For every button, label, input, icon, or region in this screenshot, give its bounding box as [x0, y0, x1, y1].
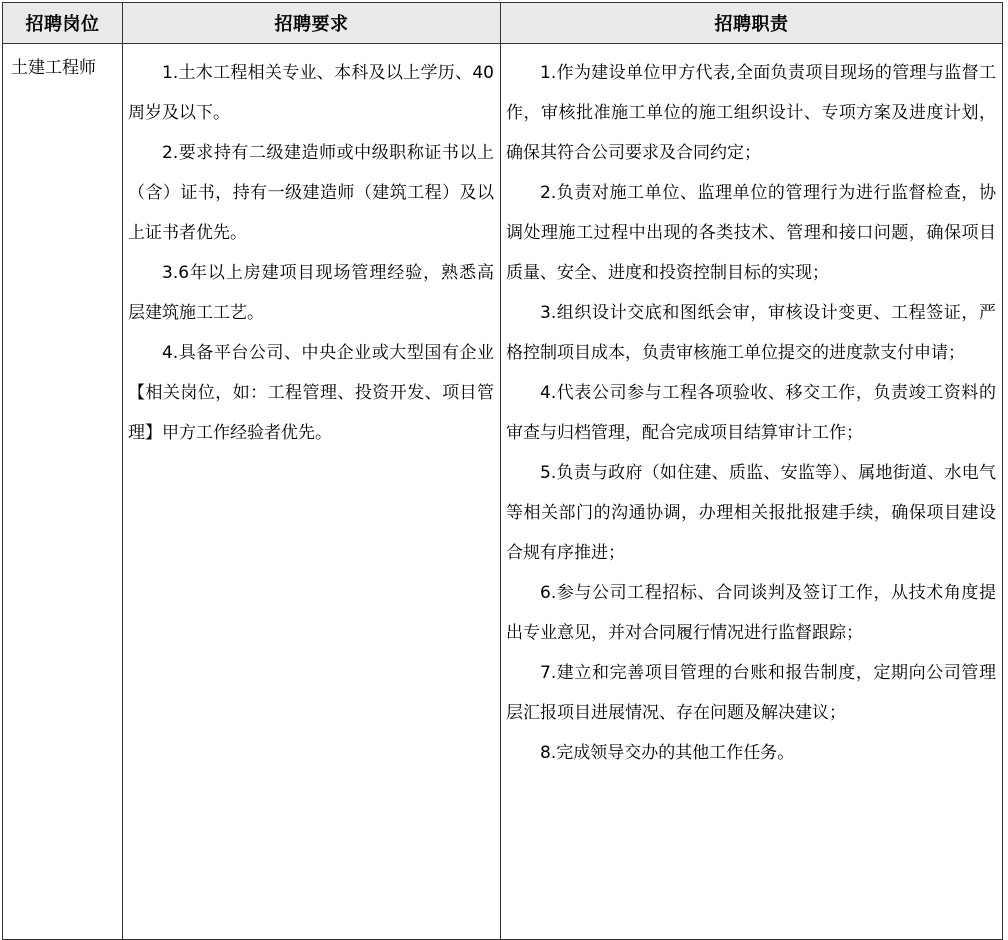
- recruitment-table: [2, 2, 1003, 940]
- table-header-row: [3, 3, 1003, 44]
- duty-item-4: 4.代表公司参与工程各项验收、移交工作，负责竣工资料的审查与归档管理，配合完成项目结算审计工作；: [506, 383, 996, 443]
- duty-item-3: 3.组织设计交底和图纸会审，审核设计变更、工程签证，严格控制项目成本，负责审核施工单位提交的进度款支付申请；: [506, 303, 996, 363]
- recruitment-table-container: [2, 2, 1002, 940]
- duty-item-7: 7.建立和完善项目管理的台账和报告制度，定期向公司管理层汇报项目进展情况、存在问题及解决建议；: [506, 663, 996, 723]
- duty-item-8: 8.完成领导交办的其他工作任务。: [540, 743, 795, 763]
- requirements-cell: [123, 44, 501, 940]
- requirement-item-2: 2.要求持有二级建造师或中级职称证书以上（含）证书，持有一级建造师（建筑工程）及以上证书者优先。: [128, 143, 494, 243]
- header-requirements: 招聘要求: [123, 3, 501, 44]
- position-cell: 土建工程师: [3, 44, 123, 940]
- duty-item-6: 6.参与公司工程招标、合同谈判及签订工作，从技术角度提出专业意见，并对合同履行情况进行监督跟踪；: [506, 583, 996, 643]
- duty-item-2: 2.负责对施工单位、监理单位的管理行为进行监督检查，协调处理施工过程中出现的各类技术、管理和接口问题，确保项目质量、安全、进度和投资控制目标的实现；: [506, 183, 996, 283]
- table-row: [3, 44, 1003, 940]
- duties-cell: [501, 44, 1003, 940]
- requirement-item-3: 3.6年以上房建项目现场管理经验，熟悉高层建筑施工工艺。: [128, 263, 494, 323]
- requirement-item-4: 4.具备平台公司、中央企业或大型国有企业【相关岗位，如：工程管理、投资开发、项目管理】甲方工作经验者优先。: [128, 343, 494, 443]
- duty-item-1: 1.作为建设单位甲方代表,全面负责项目现场的管理与监督工作，审核批准施工单位的施工组织设计、专项方案及进度计划，确保其符合公司要求及合同约定；: [506, 63, 996, 163]
- requirement-item-1: 1.土木工程相关专业、本科及以上学历、40周岁及以下。: [128, 63, 494, 123]
- header-position: 招聘岗位: [3, 3, 123, 44]
- duty-item-5: 5.负责与政府（如住建、质监、安监等）、属地街道、水电气等相关部门的沟通协调，办理相关报批报建手续，确保项目建设合规有序推进；: [506, 463, 996, 563]
- header-duties: 招聘职责: [501, 3, 1003, 44]
